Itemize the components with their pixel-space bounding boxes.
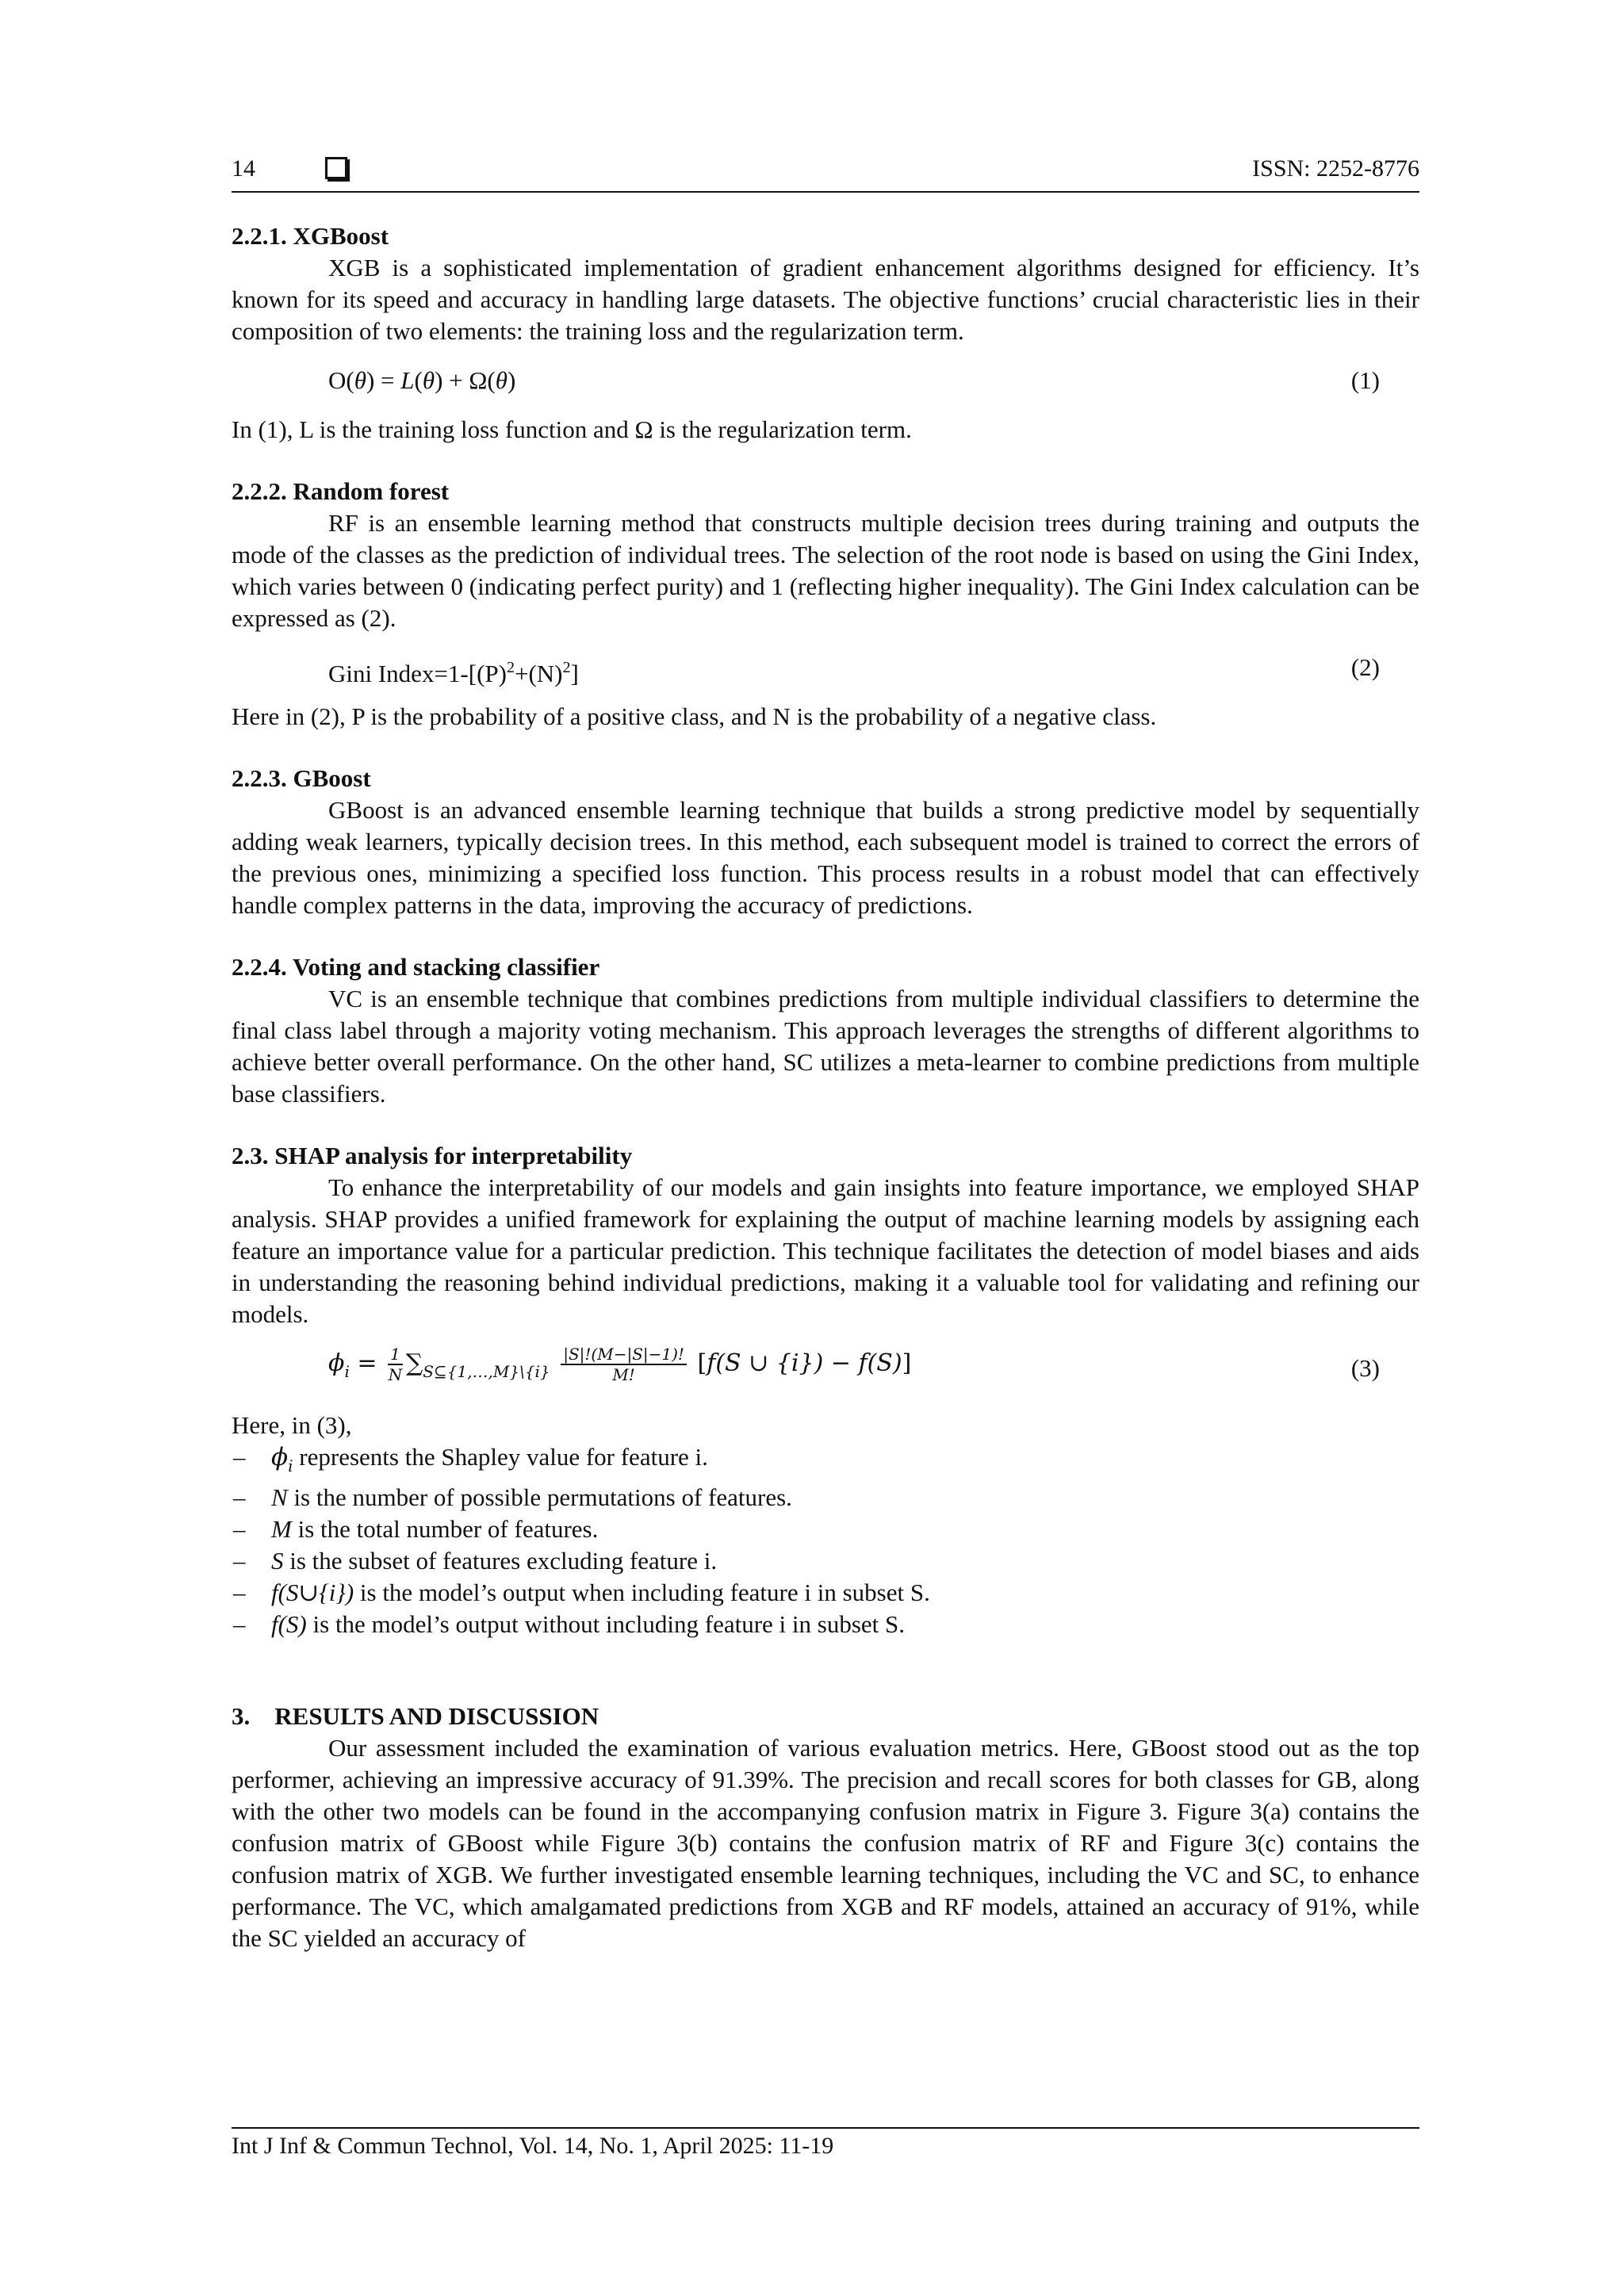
para-gboost: GBoost is an advanced ensemble learning technique that builds a strong predictive model by sequentially adding weak learners, typically decision trees. In this method, each subsequent model is trained to correct the errors of the previous ones, minimizing a specified loss function. This process results in a robust model that can effectively handle complex patterns in the data, improving the accuracy of predictions.	[232, 796, 1419, 919]
para-voting-stacking: VC is an ensemble technique that combines predictions from multiple individual classifiers to determine the final class label through a majority voting mechanism. This approach leverages the strengths of different algorithms to achieve better overall performance. On the other hand, SC utilizes a meta-learner to combine predictions from multiple base classifiers.	[232, 985, 1419, 1108]
footer-rule	[232, 2127, 1419, 2129]
heading-xgboost: 2.2.1. XGBoost	[232, 222, 389, 250]
page-header	[232, 155, 1419, 193]
equation-1: O(θ) = L(θ) + Ω(θ) (1)	[232, 347, 1419, 414]
shap-variable-list	[232, 1441, 1419, 1640]
equation-1-number: (1)	[1350, 366, 1380, 394]
heading-gboost: 2.2.3. GBoost	[232, 764, 371, 792]
list-item: – $\phi_i$ represents the Shapley value for feature i.	[232, 1441, 1419, 1482]
para-eq2-explanation: Here in (2), P is the probability of a positive class, and N is the probability of a negative class.	[232, 702, 1157, 730]
heading-results: 3. RESULTS AND DISCUSSION	[232, 1702, 599, 1730]
equation-3-number: (3)	[1350, 1354, 1380, 1382]
issn: ISSN: 2252-8776	[1252, 155, 1419, 182]
para-eq1-explanation: In (1), L is the training loss function and Ω is the regularization term.	[232, 415, 912, 443]
square-bullet-icon	[325, 157, 347, 179]
article-body	[232, 220, 1419, 1954]
list-item: – f(S) is the model’s output without including feature i in subset S.	[232, 1609, 1419, 1640]
heading-random-forest: 2.2.2. Random forest	[232, 477, 450, 505]
equation-2-number: (2)	[1350, 653, 1380, 681]
para-xgboost: XGB is a sophisticated implementation of gradient enhancement algorithms designed for efficiency. It’s known for its speed and accuracy in handling large datasets. The objective functions’ crucial characteristic lies in their composition of two elements: the training loss and the regularization term.	[232, 254, 1419, 345]
page-number: 14	[232, 155, 255, 182]
para-shap: To enhance the interpretability of our models and gain insights into feature importance, we employed SHAP analysis. SHAP provides a unified framework for explaining the output of machine learning models by assigning each feature an importance value for a particular prediction. This technique facilitates the detection of model biases and aids in understanding the reasoning behind individual predictions, making it a valuable tool for validating and refining our models.	[232, 1173, 1419, 1328]
para-random-forest: RF is an ensemble learning method that constructs multiple decision trees during training and outputs the mode of the classes as the prediction of individual trees. The selection of the root node is based on using the Gini Index, which varies between 0 (indicating perfect purity) and 1 (reflecting higher inequality). The Gini Index calculation can be expressed as (2).	[232, 509, 1419, 632]
heading-shap: 2.3. SHAP analysis for interpretability	[232, 1142, 633, 1169]
para-eq3-intro: Here, in (3),	[232, 1411, 352, 1439]
page-footer: Int J Inf & Commun Technol, Vol. 14, No. 1, April 2025: 11-19	[232, 2133, 834, 2159]
header-rule	[232, 191, 1419, 193]
list-item: – N is the number of possible permutations of features.	[232, 1482, 1419, 1513]
list-item: – S is the subset of features excluding feature i.	[232, 1545, 1419, 1577]
equation-3: $\phi_i$ = $\frac{1}{N}$ $\sum_{S⊆\{1,\dots,M\}\backslash\{i\}}$ $\frac{|S|!(M-|S|-1)!}{M!}$ [f(S ∪ {i}) − f(S)] (3)	[328, 1345, 1380, 1384]
para-results: Our assessment included the examination of various evaluation metrics. Here, GBoost stood out as the top performer, achieving an impressive accuracy of 91.39%. The precision and recall scores for both classes for GB, along with the other two models can be found in the accompanying confusion matrix in Figure 3. Figure 3(a) contains the confusion matrix of GBoost while Figure 3(b) contains the confusion matrix of RF and Figure 3(c) contains the confusion matrix of XGB. We further investigated ensemble learning techniques, including the VC and SC, to enhance performance. The VC, which amalgamated predictions from XGB and RF models, attained an accuracy of 91%, while the SC yielded an accuracy of	[232, 1734, 1419, 1952]
list-item: – M is the total number of features.	[232, 1513, 1419, 1545]
list-item: – f(S∪{i}) is the model’s output when including feature i in subset S.	[232, 1577, 1419, 1609]
heading-voting-stacking: 2.2.4. Voting and stacking classifier	[232, 953, 600, 981]
equation-2: Gini $Index=1-[(P)^2+(N)^2]$ (2)	[328, 653, 1380, 687]
